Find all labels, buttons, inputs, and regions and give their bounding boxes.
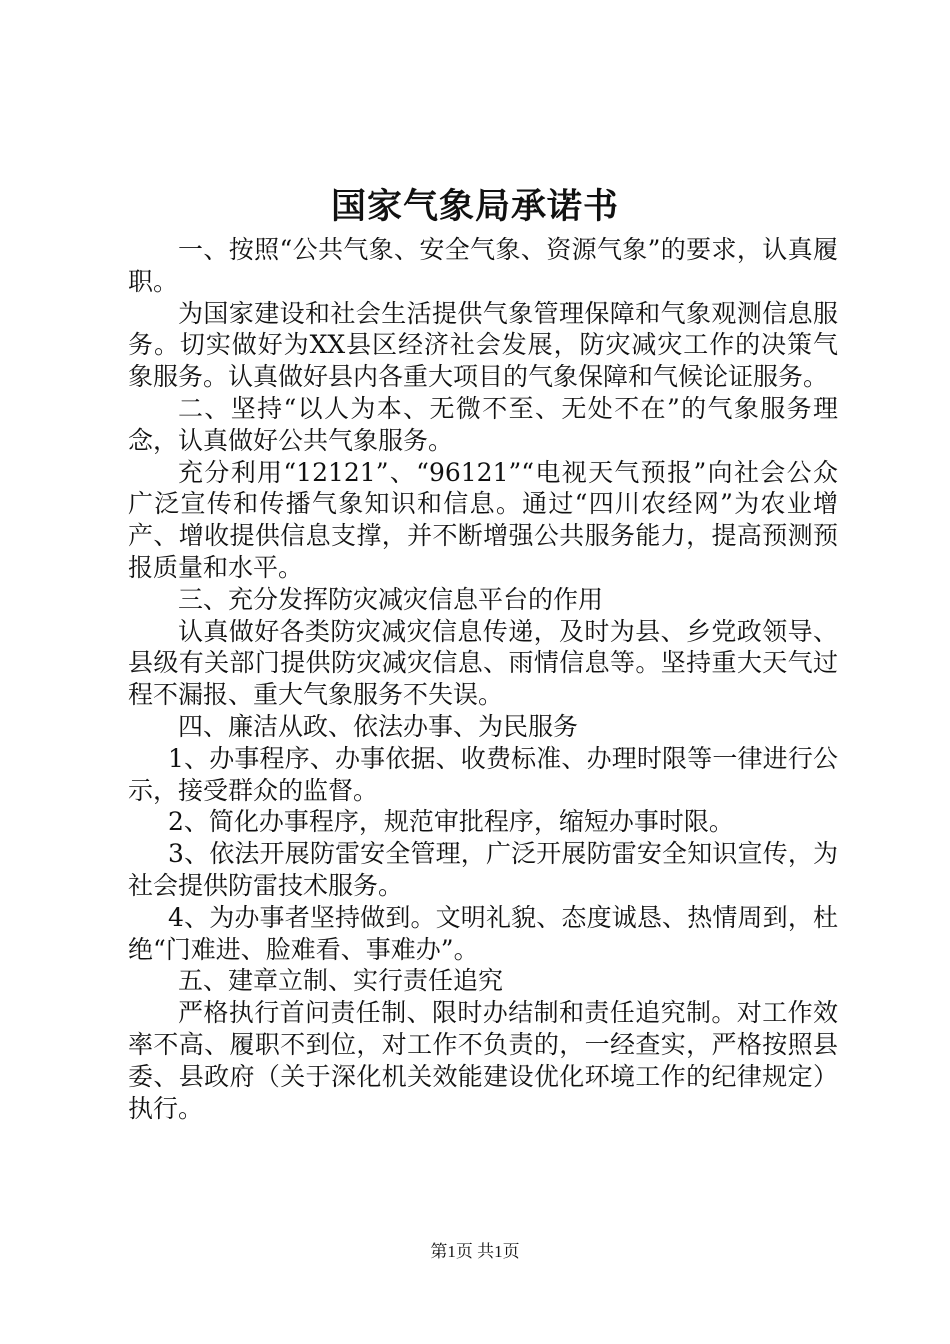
paragraph-section-2-detail: 充分利用“12121”、“96121”“电视天气预报”向社会公众广泛宣传和传播气象知识和信息。通过“四川农经网”为农业增产、增收提供信息支撑，并不断增强公共服务能力，提高预测预报质量和水平。	[128, 457, 838, 582]
paragraph-section-1: 一、按照“公共气象、安全气象、资源气象”的要求，认真履职。	[128, 235, 838, 296]
paragraph-item-4: 4、为办事者坚持做到。文明礼貌、态度诚恳、热情周到，杜绝“门难进、脸难看、事难办”。	[128, 902, 838, 964]
paragraph-section-5: 五、建章立制、实行责任追究	[178, 966, 504, 996]
page-number-footer: 第1页 共1页	[430, 1242, 520, 1261]
paragraph-section-5-detail: 严格执行首问责任制、限时办结制和责任追究制。对工作效率不高、履职不到位，对工作不负责的，一经查实，严格按照县委、县政府（关于深化机关效能建设优化环境工作的纪律规定）执行。	[128, 998, 838, 1123]
document-title: 国家气象局承诺书	[330, 186, 619, 227]
paragraph-section-4: 四、廉洁从政、依法办事、为民服务	[178, 711, 579, 741]
document-body	[128, 234, 838, 1124]
paragraph-section-3: 三、充分发挥防灾减灾信息平台的作用	[178, 584, 604, 614]
paragraph-section-2: 二、坚持“以人为本、无微不至、无处不在”的气象服务理念，认真做好公共气象服务。	[128, 393, 838, 455]
paragraph-section-1-detail: 为国家建设和社会生活提供气象管理保障和气象观测信息服务。切实做好为XX县区经济社会发展，防灾减灾工作的决策气象服务。认真做好县内各重大项目的气象保障和气候论证服务。	[128, 298, 838, 392]
paragraph-item-3: 3、依法开展防雷安全管理，广泛开展防雷安全知识宣传，为社会提供防雷技术服务。	[128, 839, 838, 900]
paragraph-item-1: 1、办事程序、办事依据、收费标准、办理时限等一律进行公示，接受群众的监督。	[128, 743, 838, 805]
paragraph-section-3-detail: 认真做好各类防灾减灾信息传递，及时为县、乡党政领导、县级有关部门提供防灾减灾信息、雨情信息等。坚持重大天气过程不漏报、重大气象服务不失误。	[128, 616, 838, 710]
paragraph-item-2: 2、简化办事程序，规范审批程序，缩短办事时限。	[168, 807, 734, 837]
